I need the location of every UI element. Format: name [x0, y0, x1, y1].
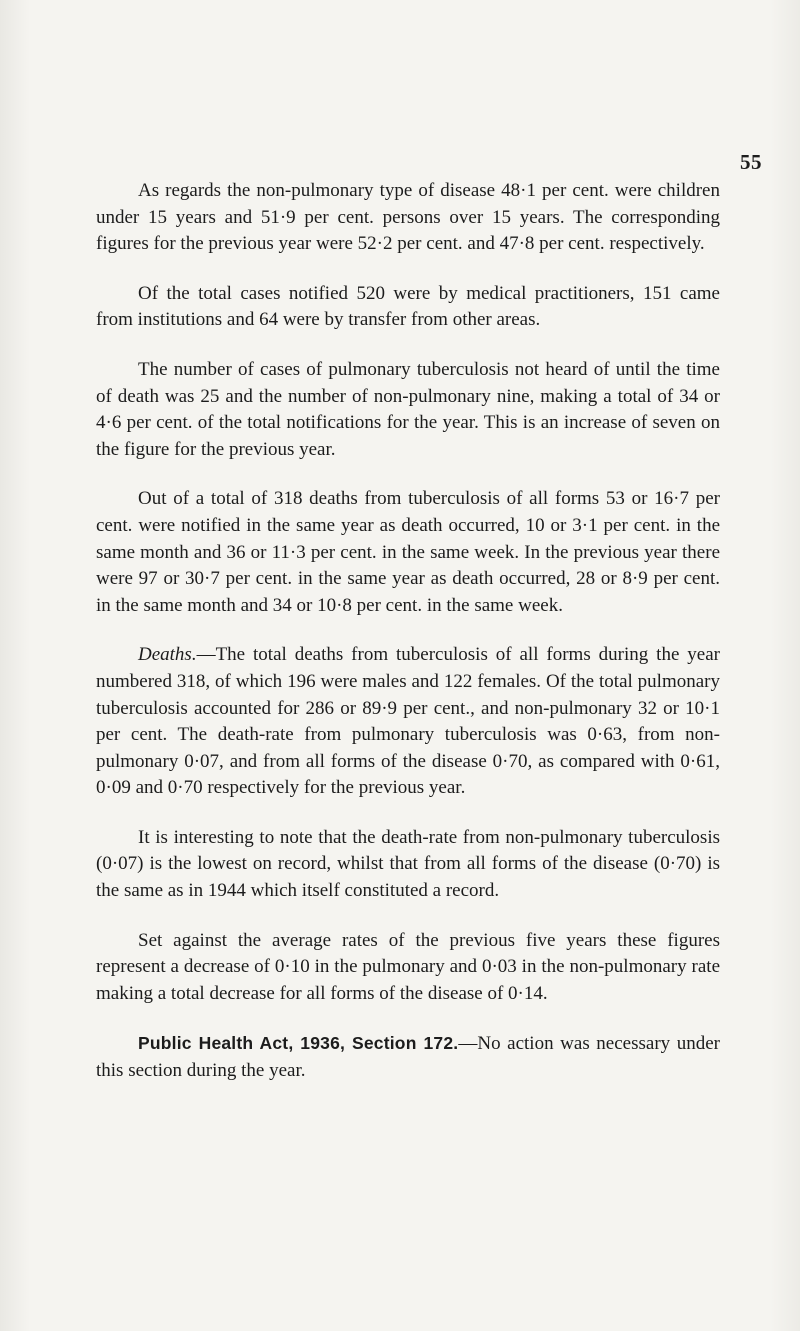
paragraph-lowest-record [96, 825, 720, 905]
paragraph-text: The number of cases of pulmonary tuberculosis not heard of until the time of death was 25 and the number of non-pulmonary nine, making a total of 34 or 4·6 per cent. of the total notifications for the year. This is an increase of seven on the figure for the previous year. [96, 358, 720, 460]
paragraph-text: As regards the non-pulmonary type of disease 48·1 per cent. were children under 15 years and 51·9 per cent. persons over 15 years. The corresponding figures for the previous year were 52·2 per cent. and 47·8 per cent. respectively. [96, 180, 720, 255]
paragraph-cases-not-heard [96, 357, 720, 463]
paragraph-text: —No action was necessary under this section during the year. [96, 1033, 721, 1082]
paragraph-public-health-act [96, 1030, 720, 1084]
paragraph-notification-sources [96, 281, 720, 334]
section-heading-public-health-act: Public Health Act, 1936, Section 172. [138, 1033, 459, 1054]
paragraph-non-pulmonary-ages [96, 178, 720, 258]
paragraph-deaths-notified [96, 486, 720, 619]
paragraph-text: Out of a total of 318 deaths from tuberculosis of all forms 53 or 16·7 per cent. were notified in the same year as death occurred, 10 or 3·1 per cent. in the same month and 36 or 11·3 per cent. in the same week. In the previous year there were 97 or 30·7 per cent. in the same year as death occurred, 28 or 8·9 per cent. in the same month and 34 or 10·8 per cent. in the same week. [96, 488, 720, 616]
paragraph-average-rates [96, 928, 720, 1008]
paragraph-text: Set against the average rates of the previous five years these figures represent a decrease of 0·10 in the pulmonary and 0·03 in the non-pulmonary rate making a total decrease for all forms of the disease of 0·14. [96, 929, 720, 1004]
page-number: 55 [740, 150, 762, 174]
paragraph-text: —The total deaths from tuberculosis of all forms during the year numbered 318, of which 196 were males and 122 females. Of the total pulmonary tuberculosis accounted for 286 or 89·9 per cent., and non-pulmonary 32 or 10·1 per cent. The death-rate from pulmonary tuberculosis was 0·63, from non-pulmonary 0·07, and from all forms of the disease 0·70, as compared with 0·61, 0·09 and 0·70 respectively for the previous year. [96, 644, 720, 799]
paragraph-text: Of the total cases notified 520 were by medical practitioners, 151 came from institutions and 64 were by transfer from other areas. [96, 282, 720, 331]
paragraph-text: It is interesting to note that the death-rate from non-pulmonary tuberculosis (0·07) is the lowest on record, whilst that from all forms of the disease (0·70) is the same as in 1944 which itself constituted a record. [96, 826, 720, 902]
paragraph-deaths [96, 642, 720, 802]
body-text [96, 178, 720, 1108]
section-heading-deaths: Deaths. [138, 644, 197, 666]
